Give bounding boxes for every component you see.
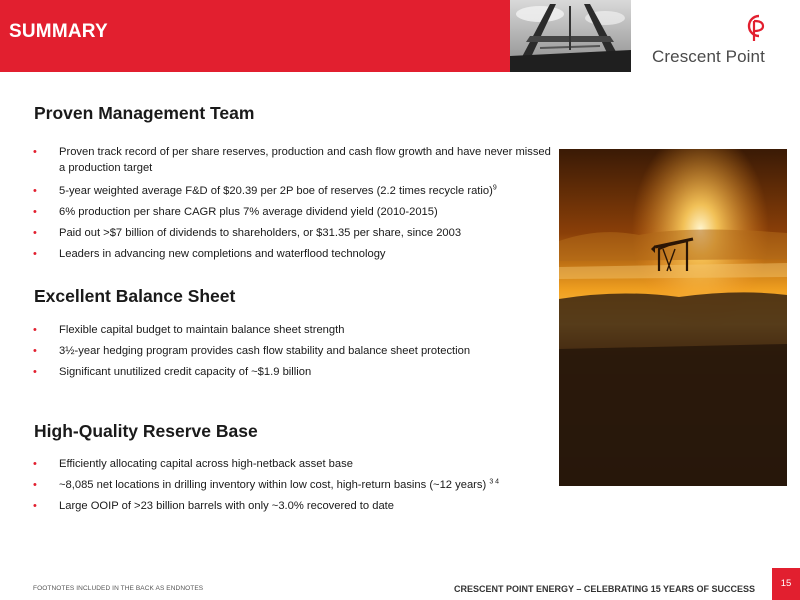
heading-reserve-base: High-Quality Reserve Base <box>34 421 258 441</box>
list-item <box>33 204 558 220</box>
footnote-ref: 9 <box>492 184 497 192</box>
footer-tagline: CRESCENT POINT ENERGY – CELEBRATING 15 YEARS OF SUCCESS <box>454 584 756 594</box>
footnote-ref: 3 4 <box>489 478 500 486</box>
bullet-text: Efficiently allocating capital across high-netback asset base <box>59 458 353 470</box>
company-logo <box>640 8 790 68</box>
list-item <box>33 225 558 241</box>
list-item <box>33 343 558 359</box>
footnote-note: FOOTNOTES INCLUDED IN THE BACK AS ENDNOTES <box>33 585 204 592</box>
bullet-icon: • <box>33 500 37 512</box>
bullet-icon: • <box>33 458 37 470</box>
bullet-text: 6% production per share CAGR plus 7% average dividend yield (2010-2015) <box>59 206 438 218</box>
bullet-icon: • <box>33 324 37 336</box>
list-item <box>33 246 558 262</box>
page-number: 15 <box>772 568 800 600</box>
list-item <box>33 144 558 176</box>
bullet-icon: • <box>33 479 37 491</box>
bullet-text: 5-year weighted average F&D of $20.39 per 2P boe of reserves (2.2 times recycle ratio) <box>59 185 493 197</box>
list-item <box>33 456 558 472</box>
bullet-icon: • <box>33 345 37 357</box>
list-item <box>33 322 558 338</box>
bullet-icon: • <box>33 227 37 239</box>
bullet-icon: • <box>33 206 37 218</box>
list-item <box>33 498 558 514</box>
logo-wordmark: Crescent Point <box>652 47 765 66</box>
bullet-text: ~8,085 net locations in drilling inventory within low cost, high-return basins (~12 years) <box>59 479 487 491</box>
list-item <box>33 477 558 493</box>
crescent-point-logo-icon <box>743 12 767 42</box>
bullet-icon: • <box>33 248 37 260</box>
bullet-text: Significant unutilized credit capacity of ~$1.9 billion <box>59 366 312 378</box>
header-photo <box>510 0 631 72</box>
heading-balance-sheet: Excellent Balance Sheet <box>34 286 236 306</box>
bullet-icon: • <box>33 146 37 158</box>
bullet-icon: • <box>33 366 37 378</box>
bullet-icon: • <box>33 185 37 197</box>
bullet-text: Flexible capital budget to maintain balance sheet strength <box>59 324 345 336</box>
title-banner <box>0 0 510 72</box>
bullet-text: Paid out >$7 billion of dividends to shareholders, or $31.35 per share, since 2003 <box>59 227 462 239</box>
bullet-text: Leaders in advancing new completions and waterflood technology <box>59 248 386 260</box>
list-item <box>33 364 558 380</box>
bullet-text: Proven track record of per share reserves, production and cash flow growth and have never missed a production target <box>59 146 551 174</box>
page-title: SUMMARY <box>9 21 108 42</box>
bullet-text: Large OOIP of >23 billion barrels with only ~3.0% recovered to date <box>59 500 394 512</box>
bullet-text: 3½-year hedging program provides cash flow stability and balance sheet protection <box>59 345 471 357</box>
heading-management: Proven Management Team <box>34 103 255 123</box>
sunset-pumpjack-photo <box>559 149 787 486</box>
list-item <box>33 183 558 199</box>
